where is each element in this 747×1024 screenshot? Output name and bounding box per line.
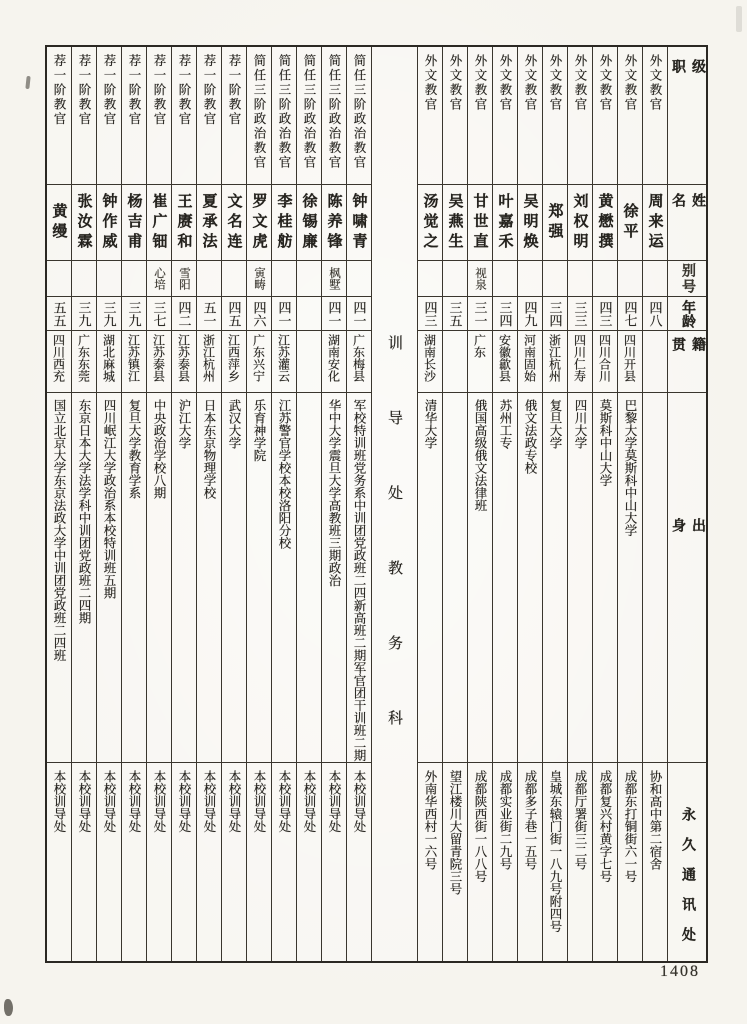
person-record bbox=[122, 47, 147, 961]
person-record bbox=[493, 47, 518, 961]
origin-cell: 华中大学震旦大学高教班三期政治 bbox=[322, 393, 346, 763]
person-record bbox=[147, 47, 172, 961]
name-cell: 夏承法 bbox=[197, 185, 221, 261]
native-place-cell: 广东东莞 bbox=[72, 331, 96, 393]
rank-cell: 荐一阶教官 bbox=[197, 47, 221, 185]
alias-cell bbox=[347, 261, 371, 297]
native-place-cell: 江苏镇江 bbox=[122, 331, 146, 393]
age-cell: 四三 bbox=[418, 297, 442, 331]
age-cell: 三三 bbox=[568, 297, 592, 331]
alias-cell bbox=[593, 261, 617, 297]
rank-cell: 荐一阶教官 bbox=[72, 47, 96, 185]
age-cell: 四二 bbox=[172, 297, 196, 331]
address-cell: 本校训导处 bbox=[152, 770, 166, 833]
origin-cell: 复旦大学 bbox=[543, 393, 567, 763]
header-address: 永久通讯处 bbox=[680, 807, 695, 957]
registry-table bbox=[45, 45, 708, 963]
origin-cell: 俄文法政专校 bbox=[518, 393, 542, 763]
header-alias: 别号 bbox=[668, 261, 706, 297]
name-cell: 甘世直 bbox=[468, 185, 492, 261]
rank-cell: 简任三阶政治教官 bbox=[322, 47, 346, 185]
age-cell: 三九 bbox=[97, 297, 121, 331]
native-place-cell: 湖南安化 bbox=[322, 331, 346, 393]
age-cell: 三七 bbox=[147, 297, 171, 331]
age-cell: 三九 bbox=[72, 297, 96, 331]
person-record bbox=[468, 47, 493, 961]
person-record bbox=[643, 47, 668, 961]
rank-cell: 外文教官 bbox=[468, 47, 492, 185]
native-place-cell: 江苏灌云 bbox=[272, 331, 296, 393]
person-record bbox=[543, 47, 568, 961]
origin-cell: 巴黎大学莫斯科中山大学 bbox=[618, 393, 642, 763]
native-place-cell bbox=[643, 331, 667, 393]
address-cell: 本校训导处 bbox=[77, 770, 91, 833]
native-place-cell: 广东 bbox=[468, 331, 492, 393]
rank-cell: 外文教官 bbox=[518, 47, 542, 185]
name-cell: 李桂舫 bbox=[272, 185, 296, 261]
address-cell: 成都复兴村黄字七号 bbox=[598, 770, 612, 883]
address-cell: 成都实业街二九号 bbox=[498, 770, 512, 870]
native-place-cell: 浙江杭州 bbox=[543, 331, 567, 393]
alias-cell bbox=[418, 261, 442, 297]
address-cell: 本校训导处 bbox=[302, 770, 316, 833]
name-cell: 陈养锋 bbox=[322, 185, 346, 261]
rank-cell: 荐一阶教官 bbox=[172, 47, 196, 185]
header-rank: 级职 bbox=[668, 47, 706, 185]
person-record bbox=[443, 47, 468, 961]
address-cell: 本校训导处 bbox=[352, 770, 366, 833]
native-place-cell: 广东兴宁 bbox=[247, 331, 271, 393]
address-cell: 本校训导处 bbox=[202, 770, 216, 833]
origin-cell: 苏州工专 bbox=[493, 393, 517, 763]
alias-cell bbox=[643, 261, 667, 297]
native-place-cell: 四川合川 bbox=[593, 331, 617, 393]
name-cell: 汤觉之 bbox=[418, 185, 442, 261]
name-cell: 罗文虎 bbox=[247, 185, 271, 261]
scan-smudge-left-edge bbox=[25, 76, 30, 89]
address-cell: 本校训导处 bbox=[227, 770, 241, 833]
origin-cell: 四川大学 bbox=[568, 393, 592, 763]
address-cell: 协和高中第二宿舍 bbox=[648, 770, 662, 870]
name-cell: 吴燕生 bbox=[443, 185, 467, 261]
age-cell: 三四 bbox=[543, 297, 567, 331]
name-cell: 钟啸青 bbox=[347, 185, 371, 261]
person-record bbox=[222, 47, 247, 961]
header-native-place: 籍贯 bbox=[668, 331, 706, 393]
name-cell: 文名连 bbox=[222, 185, 246, 261]
address-cell: 本校训导处 bbox=[127, 770, 141, 833]
age-cell: 四八 bbox=[643, 297, 667, 331]
address-cell: 本校训导处 bbox=[177, 770, 191, 833]
native-place-cell: 四川西充 bbox=[47, 331, 71, 393]
alias-cell bbox=[72, 261, 96, 297]
address-cell: 成都东打铜街六一号 bbox=[623, 770, 637, 883]
person-record bbox=[347, 47, 372, 961]
origin-cell bbox=[297, 393, 321, 763]
rank-cell: 外文教官 bbox=[568, 47, 592, 185]
alias-cell bbox=[97, 261, 121, 297]
header-column bbox=[668, 47, 706, 961]
rank-cell: 荐一阶教官 bbox=[147, 47, 171, 185]
age-cell: 五一 bbox=[197, 297, 221, 331]
alias-cell bbox=[272, 261, 296, 297]
address-cell: 成都陕西街一八八号 bbox=[473, 770, 487, 883]
header-age: 年龄 bbox=[668, 297, 706, 331]
origin-cell bbox=[643, 393, 667, 763]
origin-cell: 日本东京物理学校 bbox=[197, 393, 221, 763]
alias-cell bbox=[122, 261, 146, 297]
address-cell: 成都多子巷一五号 bbox=[523, 770, 537, 870]
person-record bbox=[172, 47, 197, 961]
rank-cell: 简任三阶政治教官 bbox=[247, 47, 271, 185]
origin-cell: 清华大学 bbox=[418, 393, 442, 763]
alias-cell bbox=[222, 261, 246, 297]
alias-cell bbox=[493, 261, 517, 297]
person-record bbox=[618, 47, 643, 961]
person-record bbox=[568, 47, 593, 961]
rank-cell: 外文教官 bbox=[443, 47, 467, 185]
rank-cell: 外文教官 bbox=[418, 47, 442, 185]
native-place-cell: 四川开县 bbox=[618, 331, 642, 393]
age-cell: 四一 bbox=[272, 297, 296, 331]
page-number: 1408 bbox=[660, 963, 700, 980]
scan-smudge-top-right bbox=[736, 6, 742, 32]
name-cell: 王赓和 bbox=[172, 185, 196, 261]
name-cell: 徐平 bbox=[618, 185, 642, 261]
name-cell: 叶嘉禾 bbox=[493, 185, 517, 261]
person-record bbox=[72, 47, 97, 961]
alias-cell bbox=[297, 261, 321, 297]
name-cell: 郑强 bbox=[543, 185, 567, 261]
header-origin: 出身 bbox=[668, 393, 706, 763]
person-record bbox=[247, 47, 272, 961]
native-place-cell: 广东梅县 bbox=[347, 331, 371, 393]
origin-cell: 江苏警官学校本校洛阳分校 bbox=[272, 393, 296, 763]
name-cell: 杨吉甫 bbox=[122, 185, 146, 261]
origin-cell: 武汉大学 bbox=[222, 393, 246, 763]
native-place-cell: 湖北麻城 bbox=[97, 331, 121, 393]
alias-cell bbox=[197, 261, 221, 297]
rank-cell: 简任三阶政治教官 bbox=[347, 47, 371, 185]
age-cell: 三四 bbox=[493, 297, 517, 331]
alias-cell bbox=[47, 261, 71, 297]
origin-cell: 国立北京大学东京法政大学中训团党政班二四班 bbox=[47, 393, 71, 763]
native-place-cell bbox=[443, 331, 467, 393]
age-cell bbox=[297, 297, 321, 331]
rank-cell: 外文教官 bbox=[618, 47, 642, 185]
rank-cell: 外文教官 bbox=[593, 47, 617, 185]
native-place-cell: 江苏泰县 bbox=[172, 331, 196, 393]
native-place-cell: 江西萍乡 bbox=[222, 331, 246, 393]
person-record bbox=[47, 47, 72, 961]
age-cell: 四九 bbox=[518, 297, 542, 331]
name-cell: 吴明焕 bbox=[518, 185, 542, 261]
alias-cell bbox=[543, 261, 567, 297]
person-record bbox=[272, 47, 297, 961]
address-cell: 本校训导处 bbox=[102, 770, 116, 833]
name-cell: 崔广钿 bbox=[147, 185, 171, 261]
age-cell: 四六 bbox=[247, 297, 271, 331]
alias-cell bbox=[618, 261, 642, 297]
alias-cell: 寅畴 bbox=[247, 261, 271, 297]
origin-cell: 四川岷江大学政治系本校特训班五期 bbox=[97, 393, 121, 763]
name-cell: 黄懋撰 bbox=[593, 185, 617, 261]
age-cell: 三九 bbox=[122, 297, 146, 331]
address-cell: 成都厅署街三二号 bbox=[573, 770, 587, 870]
name-cell: 刘权明 bbox=[568, 185, 592, 261]
name-cell: 周来运 bbox=[643, 185, 667, 261]
origin-cell: 复旦大学教育学系 bbox=[122, 393, 146, 763]
origin-cell: 中央政治学校八期 bbox=[147, 393, 171, 763]
age-cell: 四七 bbox=[618, 297, 642, 331]
origin-cell: 俄国高级俄文法律班 bbox=[468, 393, 492, 763]
name-cell: 黄缦 bbox=[47, 185, 71, 261]
section-divider: 训导处教务科 bbox=[372, 47, 418, 961]
age-cell: 五五 bbox=[47, 297, 71, 331]
age-cell: 四五 bbox=[222, 297, 246, 331]
alias-cell bbox=[568, 261, 592, 297]
origin-cell: 军校特训班党务系中训团党政班二四新高班二期军官团干训班二期 bbox=[347, 393, 371, 763]
rank-cell: 荐一阶教官 bbox=[122, 47, 146, 185]
origin-cell: 沪江大学 bbox=[172, 393, 196, 763]
address-cell: 本校训导处 bbox=[52, 770, 66, 833]
native-place-cell: 浙江杭州 bbox=[197, 331, 221, 393]
rank-cell: 外文教官 bbox=[643, 47, 667, 185]
origin-cell: 乐育神学院 bbox=[247, 393, 271, 763]
person-record bbox=[297, 47, 322, 961]
address-cell: 望江楼川大留青院三号 bbox=[448, 770, 462, 895]
rank-cell: 荐一阶教官 bbox=[97, 47, 121, 185]
rank-cell: 简任三阶政治教官 bbox=[272, 47, 296, 185]
person-record bbox=[322, 47, 347, 961]
alias-cell: 心培 bbox=[147, 261, 171, 297]
address-cell: 本校训导处 bbox=[327, 770, 341, 833]
native-place-cell: 河南固始 bbox=[518, 331, 542, 393]
rank-cell: 荐一阶教官 bbox=[47, 47, 71, 185]
address-cell: 外南华西村一六号 bbox=[423, 770, 437, 870]
name-cell: 徐锡廉 bbox=[297, 185, 321, 261]
name-cell: 张汝霖 bbox=[72, 185, 96, 261]
age-cell: 四一 bbox=[347, 297, 371, 331]
header-name: 姓名 bbox=[668, 185, 706, 261]
alias-cell bbox=[518, 261, 542, 297]
native-place-cell: 江苏泰县 bbox=[147, 331, 171, 393]
rank-cell: 外文教官 bbox=[543, 47, 567, 185]
age-cell: 三一 bbox=[468, 297, 492, 331]
native-place-cell: 四川仁寿 bbox=[568, 331, 592, 393]
address-cell: 皇城东辕门街一八九号附四号 bbox=[548, 770, 562, 933]
person-record bbox=[197, 47, 222, 961]
rank-cell: 简任三阶政治教官 bbox=[297, 47, 321, 185]
address-cell: 本校训导处 bbox=[277, 770, 291, 833]
alias-cell: 雪阳 bbox=[172, 261, 196, 297]
person-record bbox=[418, 47, 443, 961]
name-cell: 钟作威 bbox=[97, 185, 121, 261]
rank-cell: 荐一阶教官 bbox=[222, 47, 246, 185]
age-cell: 四三 bbox=[593, 297, 617, 331]
alias-cell: 视泉 bbox=[468, 261, 492, 297]
age-cell: 三五 bbox=[443, 297, 467, 331]
age-cell: 四一 bbox=[322, 297, 346, 331]
address-cell: 本校训导处 bbox=[252, 770, 266, 833]
alias-cell: 枫墅 bbox=[322, 261, 346, 297]
origin-cell bbox=[443, 393, 467, 763]
person-record bbox=[97, 47, 122, 961]
native-place-cell: 安徽歙县 bbox=[493, 331, 517, 393]
origin-cell: 东京日本大学法学科中训团党政班二四期 bbox=[72, 393, 96, 763]
native-place-cell: 湖南长沙 bbox=[418, 331, 442, 393]
person-record bbox=[593, 47, 618, 961]
rank-cell: 外文教官 bbox=[493, 47, 517, 185]
origin-cell: 莫斯科中山大学 bbox=[593, 393, 617, 763]
person-record bbox=[518, 47, 543, 961]
native-place-cell bbox=[297, 331, 321, 393]
alias-cell bbox=[443, 261, 467, 297]
scan-smudge-bottom-left bbox=[4, 999, 13, 1016]
